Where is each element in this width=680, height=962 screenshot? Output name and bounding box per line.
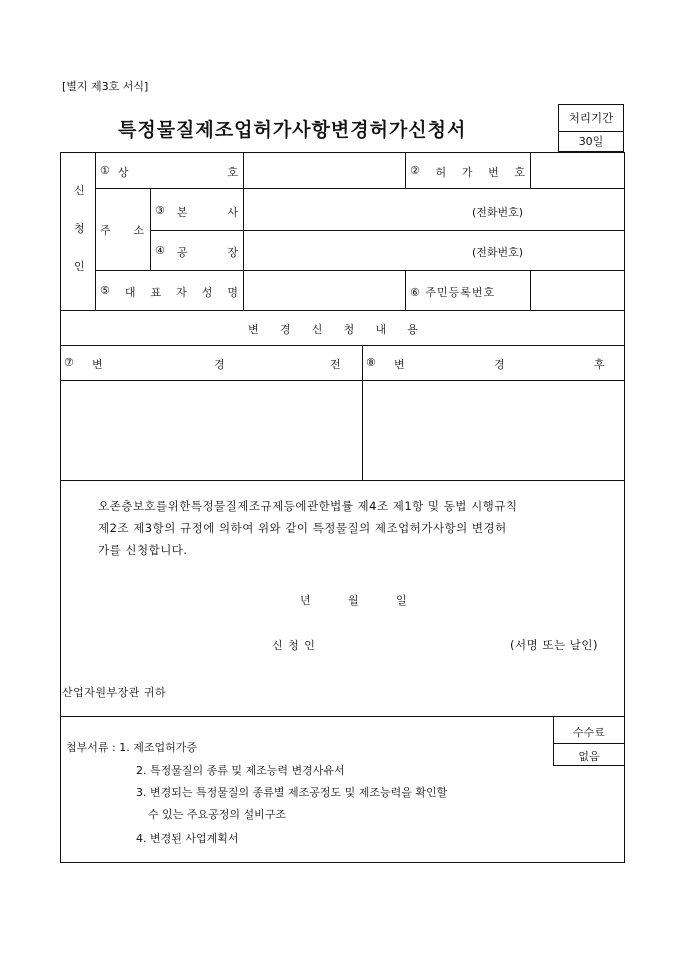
representative-label: ⑤ 대 표 자 성 명 — [100, 284, 238, 299]
factory-phone: (전화번호) — [472, 246, 524, 259]
before-label-2: 경 — [214, 358, 225, 371]
processing-period-label: 처리기간 — [559, 105, 623, 132]
applicant-side-label-3: 인 — [74, 260, 85, 273]
before-num: ⑦ — [64, 356, 74, 369]
processing-period-box — [558, 104, 624, 152]
date-month: 월 — [348, 594, 359, 607]
head-office-label: ③ 본 사 — [155, 204, 238, 219]
before-label-1: 변 — [92, 358, 103, 371]
attachment-item-4: 4. 변경된 사업계획서 — [136, 832, 239, 845]
recipient: 산업자원부장관 귀하 — [62, 686, 167, 699]
page-title: 특정물질제조업허가사항변경허가신청서 — [118, 119, 467, 141]
permit-number-label: ② 허 가 번 호 — [410, 164, 525, 179]
trade-name-label: ① 상 호 — [100, 164, 238, 179]
statement-line-1: 오존층보호를위한특정물질제조규제등에관한법률 제4조 제1항 및 동법 시행규칙 — [98, 499, 518, 513]
attachments-label: 첨부서류 : 1. 제조업허가증 — [66, 741, 197, 754]
representative-field[interactable] — [246, 274, 403, 306]
resident-number-label: ⑥ 주민등록번호 — [410, 286, 496, 299]
statement-line-3: 가를 신청합니다. — [98, 543, 188, 557]
resident-number-field[interactable] — [533, 274, 621, 306]
before-label-3: 전 — [330, 358, 341, 371]
attachment-item-2: 2. 특정물질의 종류 및 제조능력 변경사유서 — [136, 764, 345, 777]
change-after-field[interactable] — [366, 384, 621, 476]
fee-value: 없음 — [578, 750, 600, 763]
statement-line-2: 제2조 제3항의 규정에 의하여 위와 같이 특정물질의 제조업허가사항의 변경허 — [98, 521, 507, 535]
date-year: 년 — [300, 594, 311, 607]
date-day: 일 — [396, 594, 407, 607]
form-label: [별지 제3호 서식] — [62, 80, 149, 93]
applicant-side-label-2: 청 — [74, 222, 85, 235]
num-1: ① — [100, 164, 110, 177]
after-label-3: 후 — [594, 358, 605, 371]
sign-or-seal: (서명 또는 날인) — [510, 638, 598, 652]
factory-label: ④ 공 장 — [155, 244, 238, 259]
change-request-header: 변 경 신 청 내 용 — [248, 323, 418, 336]
change-before-field[interactable] — [64, 384, 359, 476]
head-office-phone: (전화번호) — [472, 206, 524, 219]
applicant-signature-label: 신 청 인 — [272, 639, 316, 652]
trade-name-field[interactable] — [246, 156, 403, 186]
factory-field[interactable] — [246, 234, 621, 266]
attachment-item-3-cont: 수 있는 주요공정의 설비구조 — [148, 808, 287, 821]
fee-label: 수수료 — [573, 726, 605, 739]
permit-number-field[interactable] — [533, 156, 621, 186]
head-office-field[interactable] — [246, 192, 621, 226]
address-label: 주 소 — [100, 224, 144, 237]
after-label-1: 변 — [394, 358, 405, 371]
applicant-side-label-1: 신 — [74, 184, 85, 197]
attachment-item-3: 3. 변경되는 특정물질의 종류별 제조공정도 및 제조능력을 확인할 — [136, 786, 448, 799]
processing-period-value: 30일 — [578, 135, 604, 148]
after-label-2: 경 — [494, 358, 505, 371]
after-num: ⑧ — [366, 356, 376, 369]
